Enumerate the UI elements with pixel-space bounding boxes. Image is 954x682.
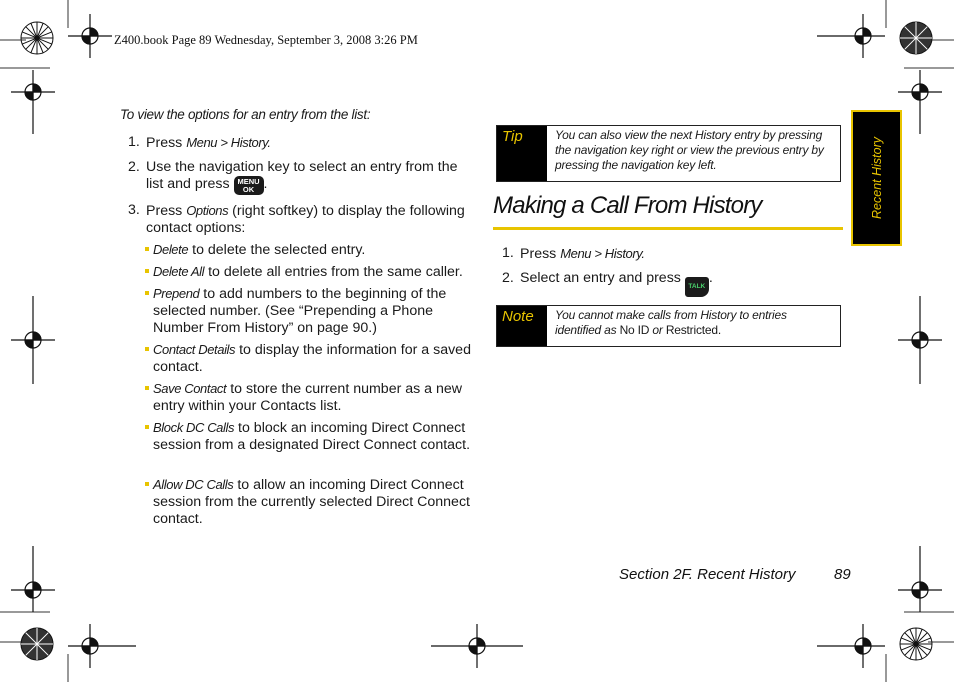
footer-section: Section 2F. Recent History <box>619 566 796 583</box>
option-desc: to store the current number as a new entry within your Contacts list. <box>153 381 463 414</box>
bullet-square <box>145 291 149 295</box>
option-term: Delete All <box>153 264 205 279</box>
step-number: 1. <box>128 134 140 150</box>
bullet-square <box>145 269 149 273</box>
side-tab <box>851 110 902 246</box>
step-text: Press <box>146 135 187 151</box>
option-term: Delete <box>153 242 189 257</box>
option-term: Save Contact <box>153 381 227 396</box>
option-delete-all <box>145 263 475 281</box>
step-number: 3. <box>128 202 140 218</box>
right-step-1 <box>502 245 832 263</box>
menu-ok-key-icon: MENU OK <box>234 176 264 195</box>
tip-box <box>496 125 841 182</box>
option-term: Prepend <box>153 286 200 301</box>
talk-key-icon: TALK <box>685 277 709 297</box>
bullet-square <box>145 347 149 351</box>
page-number: 89 <box>834 566 851 583</box>
option-term: Allow DC Calls <box>153 477 234 492</box>
bullet-square <box>145 386 149 390</box>
option-desc: to allow an incoming Direct Connect session from the currently selected Direct Connect contact. <box>153 477 470 527</box>
option-desc: to delete all entries from the same caller. <box>204 264 463 280</box>
option-desc: to display the information for a saved contact. <box>153 342 471 375</box>
step-text-rest: (right softkey) to display the following contact options: <box>146 203 465 236</box>
option-block-dc-calls <box>145 419 475 454</box>
option-delete <box>145 241 475 259</box>
option-desc: to block an incoming Direct Connect session from a designated Direct Connect contact. <box>153 420 471 453</box>
step-text: Press <box>146 203 187 219</box>
option-prepend <box>145 285 475 337</box>
step-text: Use the navigation key to select an entry from the list and press <box>146 159 458 192</box>
section-heading: Making a Call From History <box>493 192 762 219</box>
step-number: 2. <box>128 159 140 175</box>
print-header: Z400.book Page 89 Wednesday, September 3, 2008 3:26 PM <box>114 33 418 47</box>
note-text-b: or <box>649 323 666 337</box>
left-step-3 <box>128 202 473 237</box>
note-label: Note <box>497 306 547 346</box>
option-desc: to add numbers to the beginning of the selected number. (See “Prepending a Phone Number From History” on page 90.) <box>153 286 447 336</box>
step-number: 2. <box>502 270 514 286</box>
note-value-restricted: Restricted <box>665 323 718 337</box>
note-text <box>555 308 834 338</box>
step-text: Press <box>520 246 561 262</box>
note-text-a: You cannot make calls from History to entries identified as <box>555 308 787 337</box>
left-step-2 <box>128 159 473 195</box>
bullet-square <box>145 482 149 486</box>
option-term: Block DC Calls <box>153 420 235 435</box>
step-text: Select an entry and press <box>520 270 681 286</box>
menu-path: Menu > History. <box>560 246 645 261</box>
option-term: Contact Details <box>153 342 236 357</box>
tip-label: Tip <box>497 126 547 181</box>
option-allow-dc-calls <box>145 476 475 528</box>
tip-text: You can also view the next History entry by pressing the navigation key right or view the previous entry by pressing the navigation key left. <box>555 128 824 172</box>
menu-path: Menu > History. <box>186 135 271 150</box>
note-value-noid: No ID <box>619 323 650 337</box>
step-number: 1. <box>502 245 514 261</box>
note-box <box>496 305 841 347</box>
bullet-square <box>145 425 149 429</box>
left-step-1 <box>128 134 473 152</box>
softkey-name: Options <box>186 203 229 218</box>
note-text-c: . <box>717 323 721 337</box>
bullet-square <box>145 247 149 251</box>
option-desc: to delete the selected entry. <box>188 242 366 258</box>
step-punct: . <box>263 176 268 192</box>
side-tab-label: Recent History <box>869 137 884 219</box>
heading-rule <box>493 227 843 230</box>
option-contact-details <box>145 341 475 376</box>
option-save-contact <box>145 380 475 415</box>
intro-text: To view the options for an entry from the list: <box>120 107 371 122</box>
step-punct: . <box>708 270 713 286</box>
right-step-2 <box>502 270 832 297</box>
